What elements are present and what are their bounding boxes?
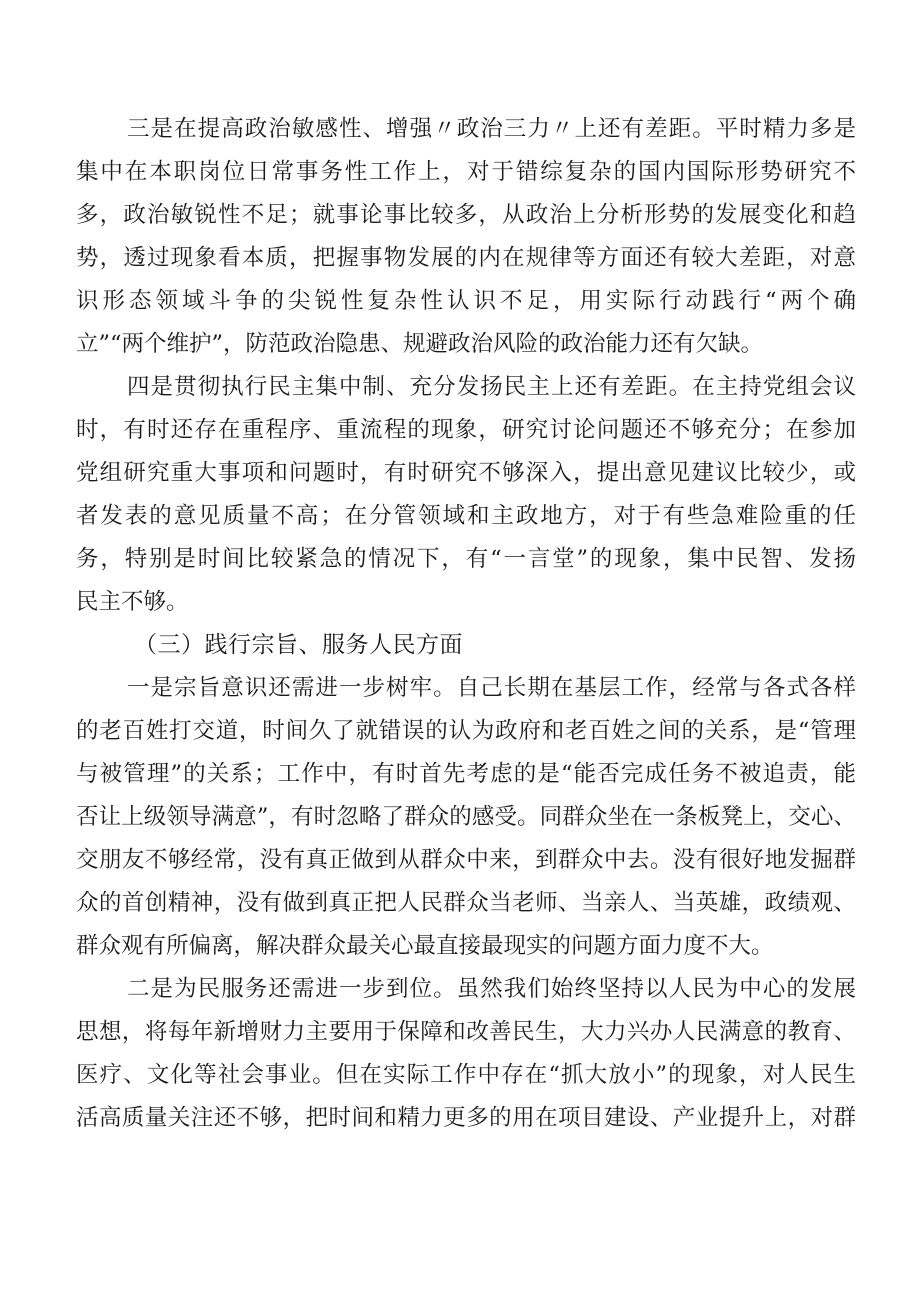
paragraph-line: 交朋友不够经常，没有真正做到从群众中来，到群众中去。没有很好地发掘群: [76, 847, 856, 873]
paragraph-line: 否让上级领导满意”，有时忽略了群众的感受。同群众坐在一条板凳上，交心、: [76, 804, 856, 830]
paragraph-serving-people: [76, 968, 856, 1140]
paragraph-line: 党组研究重大事项和问题时，有时研究不够深入，提出意见建议比较少，或: [76, 460, 856, 486]
paragraph-line: 者发表的意见质量不高；在分管领域和主政地方，对于有些急难险重的任: [76, 503, 856, 529]
paragraph-line: 三是在提高政治敏感性、增强〃政治三力〃上还有差距。平时精力多是: [127, 116, 856, 142]
paragraph-line: 四是贯彻执行民主集中制、充分发扬民主上还有差距。在主持党组会议: [127, 374, 856, 400]
paragraph-line: 众的首创精神，没有做到真正把人民群众当老师、当亲人、当英雄，政绩观、: [76, 890, 856, 916]
paragraph-purpose-awareness: [76, 667, 856, 968]
paragraph-political-sensitivity: [76, 108, 856, 366]
paragraph-line: 时，有时还存在重程序、重流程的现象，研究讨论问题还不够充分；在参加: [76, 417, 856, 443]
paragraph-line: 二是为民服务还需进一步到位。虽然我们始终坚持以人民为中心的发展: [127, 976, 856, 1002]
paragraph-line: 集中在本职岗位日常事务性工作上，对于错综复杂的国内国际形势研究不: [76, 159, 856, 185]
paragraph-line: 与被管理”的关系；工作中，有时首先考虑的是“能否完成任务不被追责，能: [76, 761, 856, 787]
paragraph-line: 思想，将每年新增财力主要用于保障和改善民生，大力兴办人民满意的教育、: [76, 1019, 856, 1045]
document-body: [76, 108, 856, 1140]
paragraph-line: 民主不够。: [76, 589, 189, 615]
paragraph-line: 识形态领域斗争的尖锐性复杂性认识不足，用实际行动践行“两个确: [76, 288, 856, 314]
paragraph-democratic-centralism: [76, 366, 856, 624]
paragraph-line: 一是宗旨意识还需进一步树牢。自己长期在基层工作，经常与各式各样: [127, 675, 856, 701]
paragraph-line: 医疗、文化等社会事业。但在实际工作中存在“抓大放小”的现象，对人民生: [76, 1062, 856, 1088]
paragraph-line: 群众观有所偏离，解决群众最关心最直接最现实的问题方面力度不大。: [76, 933, 774, 959]
paragraph-line: 的老百姓打交道，时间久了就错误的认为政府和老百姓之间的关系，是“管理: [76, 718, 856, 744]
paragraph-line: 活高质量关注还不够，把时间和精力更多的用在项目建设、产业提升上，对群: [76, 1105, 856, 1131]
paragraph-line: 势，透过现象看本质，把握事物发展的内在规律等方面还有较大差距，对意: [76, 245, 856, 271]
paragraph-line: 多，政治敏锐性不足；就事论事比较多，从政治上分析形势的发展变化和趋: [76, 202, 856, 228]
paragraph-line: 立”“两个维护”，防范政治隐患、规避政治风险的政治能力还有欠缺。: [76, 331, 764, 357]
paragraph-line: 务，特别是时间比较紧急的情况下，有“一言堂”的现象，集中民智、发扬: [76, 546, 856, 572]
section-heading: （三）践行宗旨、服务人民方面: [134, 632, 463, 658]
